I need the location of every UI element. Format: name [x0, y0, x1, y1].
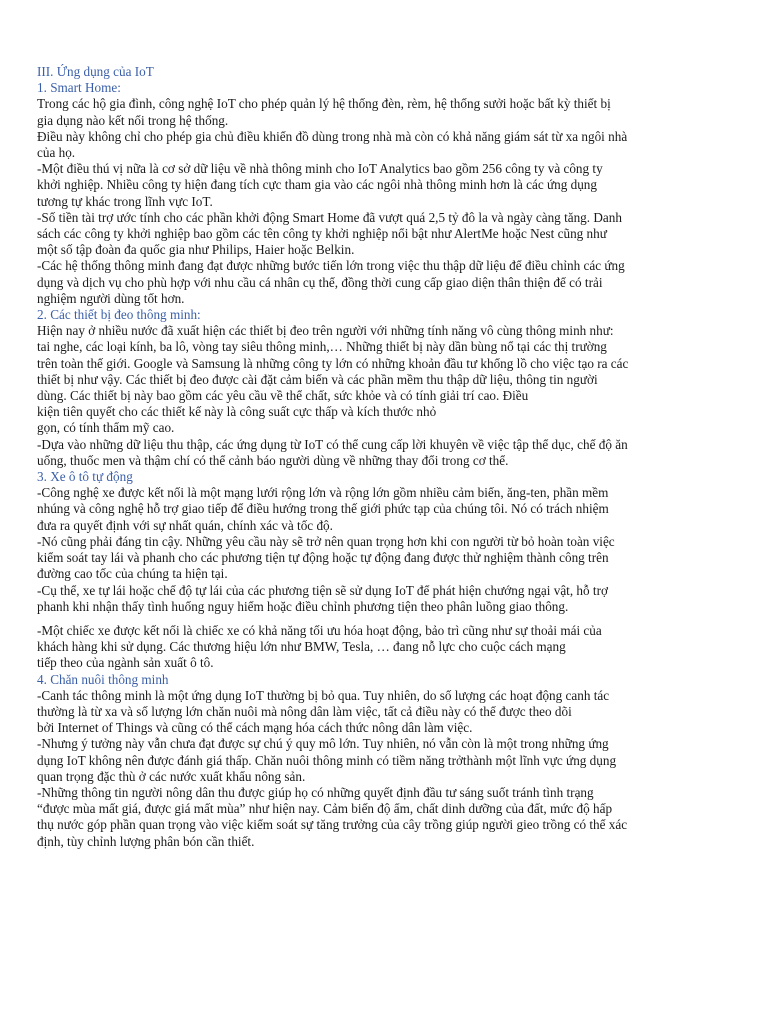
text-line: -Một điều thú vị nữa là cơ sở dữ liệu về nhà thông minh cho IoT Analytics bao gồm 256 công ty và công ty	[37, 161, 603, 177]
text-line: quan trọng đặc thù ở các nước xuất khẩu nông sản.	[37, 768, 306, 784]
text-line: kiện tiên quyết cho các thiết kế này là công suất cực thấp và kích thước nhỏ	[37, 404, 437, 420]
text-line: uống, thuốc men và thậm chí có thể cảnh báo người dùng về những thay đổi trong cơ thể.	[37, 452, 509, 468]
text-line: -Công nghệ xe được kết nối là một mạng lưới rộng lớn và rộng lớn gồm nhiều cảm biến, ăng-ten, phần mềm	[37, 485, 609, 501]
text-line: định, tùy chỉnh lượng phân bón cần thiết.	[37, 833, 255, 849]
text-line: phanh khi nhận thấy tình huống nguy hiểm hoặc điều chỉnh phương tiện theo phân luồng giao thông.	[37, 598, 569, 614]
text-line: tiếp theo của ngành sản xuất ô tô.	[37, 655, 214, 671]
text-line: -Số tiền tài trợ ước tính cho các phần khởi động Smart Home đã vượt quá 2,5 tỷ đô la và ngày càng tăng. Danh	[37, 209, 622, 225]
paragraph-gap	[37, 615, 744, 623]
text-line: -Cụ thể, xe tự lái hoặc chế độ tự lái của các phương tiện sẽ sử dụng IoT để phát hiện chướng ngại vật, hỗ trợ	[37, 582, 608, 598]
text-line: -Những thông tin người nông dân thu được giúp họ có những quyết định đầu tư sáng suốt tránh tình trạng	[37, 784, 594, 800]
text-line: -Canh tác thông minh là một ứng dụng IoT thường bị bỏ qua. Tuy nhiên, do số lượng các hoạt động canh tác	[37, 687, 610, 703]
text-line: nhúng và công nghệ hỗ trợ giao tiếp để điều hướng trong thế giới phức tạp của chúng tôi. Nó có trách nhiệm	[37, 501, 609, 517]
text-line: thụ nước góp phần quan trọng vào việc kiểm soát sự tăng trưởng của cây trồng giúp người gieo trồng có thể xác	[37, 817, 628, 833]
text-line: “được mùa mất giá, được giá mất mùa” như hiện nay. Cảm biến độ ẩm, chất dinh dưỡng của đất, mức độ hấp	[37, 801, 613, 817]
text-line: nghiệm người dùng tốt hơn.	[37, 290, 185, 306]
text-line: gọn, có tính thẩm mỹ cao.	[37, 420, 175, 436]
text-line: của họ.	[37, 145, 76, 161]
text-line: khách hàng khi sử dụng. Các thương hiệu lớn như BMW, Tesla, … đang nỗ lực cho cuộc cách mạng	[37, 639, 566, 655]
text-line: dùng. Các thiết bị này bao gồm các yêu cầu về thể chất, sức khỏe và có tính giải trí cao. Điều	[37, 388, 529, 404]
text-line: gia dụng nào kết nối trong hệ thống.	[37, 112, 229, 128]
text-line: bởi Internet of Things và cũng có thể cách mạng hóa cách thức nông dân làm việc.	[37, 720, 473, 736]
section-heading: 1. Smart Home:	[37, 80, 121, 96]
text-line: Hiện nay ở nhiều nước đã xuất hiện các thiết bị đeo trên người với những tính năng vô cùng thông minh như:	[37, 323, 614, 339]
text-line: thiết bị như vậy. Các thiết bị đeo được cài đặt cảm biến và các phần mềm thu thập dữ liệu, thông tin người	[37, 371, 598, 387]
text-line: trên toàn thế giới. Google và Samsung là những công ty lớn có những khoản đầu tư khổng lồ cho việc tạo ra các	[37, 355, 629, 371]
text-line: dụng và dịch vụ cho phù hợp với nhu cầu cá nhân cụ thể, đồng thời cung cấp giao diện thân thiện để có trải	[37, 274, 603, 290]
text-line: khởi nghiệp. Nhiều công ty hiện đang tích cực tham gia vào các ngôi nhà thông minh hơn là các ứng dụng	[37, 177, 597, 193]
section-heading: 2. Các thiết bị đeo thông minh:	[37, 307, 201, 323]
text-line: sách các công ty khởi nghiệp bao gồm các tên công ty khởi nghiệp nổi bật như AlertMe hoặc Nest cũng như	[37, 226, 607, 242]
text-line: đường cao tốc của chúng ta hiện tại.	[37, 566, 228, 582]
text-line: tương tự khác trong lĩnh vực IoT.	[37, 193, 213, 209]
text-line: đưa ra quyết định với sự nhất quán, chính xác và tốc độ.	[37, 517, 333, 533]
text-line: thường là từ xa và số lượng lớn chăn nuôi mà nông dân làm việc, tất cả điều này có thể được theo dõi	[37, 703, 572, 719]
text-line: tai nghe, các loại kính, ba lô, vòng tay siêu thông minh,… Những thiết bị này dần bùng nổ tại các thị trường	[37, 339, 607, 355]
text-line: -Các hệ thống thông minh đang đạt được những bước tiến lớn trong việc thu thập dữ liệu để điều chỉnh các ứng	[37, 258, 625, 274]
text-line: -Nó cũng phải đáng tin cậy. Những yêu cầu này sẽ trở nên quan trọng hơn khi con người từ bỏ hoàn toàn việc	[37, 533, 615, 549]
text-line: một số tập đoàn đa quốc gia như Philips, Haier hoặc Belkin.	[37, 242, 355, 258]
text-line: -Nhưng ý tưởng này vẫn chưa đạt được sự chú ý quy mô lớn. Tuy nhiên, nó vẫn còn là một trong những ứng	[37, 736, 609, 752]
text-line: -Dựa vào những dữ liệu thu thập, các ứng dụng từ IoT có thể cung cấp lời khuyên về việc tập thể dục, chế độ ăn	[37, 436, 628, 452]
text-line: dụng IoT không nên được đánh giá thấp. Chăn nuôi thông minh có tiềm năng trởthành một lĩnh vực ứng dụng	[37, 752, 617, 768]
section-heading: 4. Chăn nuôi thông minh	[37, 671, 169, 687]
text-line: Trong các hộ gia đình, công nghệ IoT cho phép quản lý hệ thống đèn, rèm, hệ thống sưởi hoặc bất kỳ thiết bị	[37, 96, 611, 112]
section-heading: III. Ứng dụng của IoT	[37, 64, 154, 79]
text-line: kiểm soát tay lái và phanh cho các phương tiện tự động hoặc tự động đang được thử nghiệm thành công trên	[37, 550, 609, 566]
text-line: -Một chiếc xe được kết nối là chiếc xe có khả năng tối ưu hóa hoạt động, bảo trì cũng như sự thoải mái của	[37, 622, 602, 638]
text-line: Điều này không chỉ cho phép gia chủ điều khiển đồ dùng trong nhà mà còn có khả năng giám sát từ xa ngôi nhà	[37, 128, 628, 144]
section-heading: 3. Xe ô tô tự động	[37, 469, 133, 485]
